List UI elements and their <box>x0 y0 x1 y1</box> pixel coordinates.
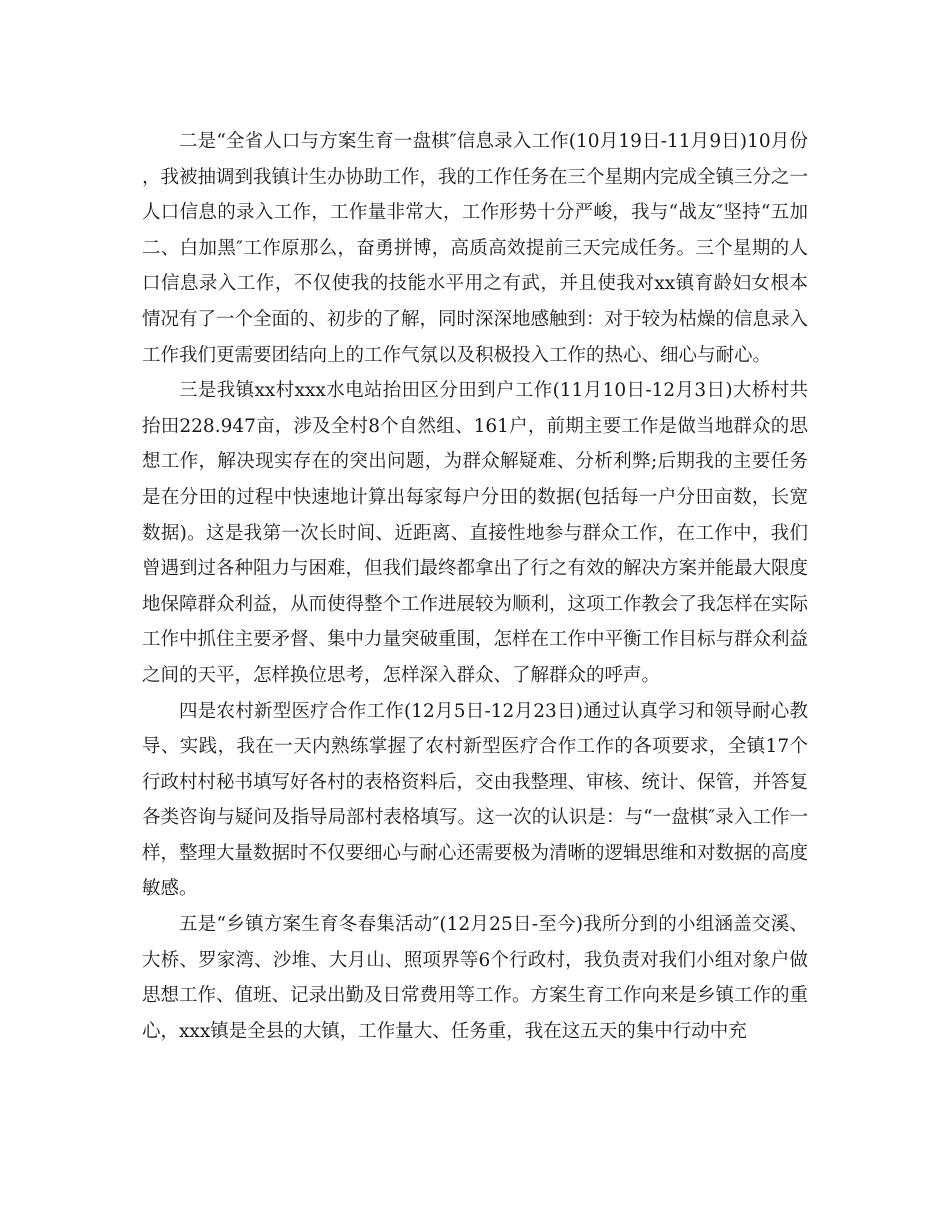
paragraph-family-planning-campaign: 五是“乡镇方案生育冬春集活动″(12月25日-至今)我所分到的小组涵盖交溪、大桥、罗家湾、沙堆、大月山、照项界等6个行政村，我负责对我们小组对象户做思想工作、值班、记录出勤及日常费用等工作。方案生育工作向来是乡镇工作的重心，xxx镇是全县的大镇，工作量大、任务重，我在这五天的集中行动中充 <box>142 914 809 1042</box>
paragraph-rural-medical-cooperation: 四是农村新型医疗合作工作(12月5日-12月23日)通过认真学习和领导耐心教导、实践，我在一天内熟练掌握了农村新型医疗合作工作的各项要求，全镇17个行政村村秘书填写好各村的表格资料后，交由我整理、审核、统计、保管，并答复各类咨询与疑问及指导局部村表格填写。这一次的认识是：与“一盘棋″录入工作一样，整理大量数据时不仅要细心与耐心还需要极为清晰的逻辑思维和对数据的高度敏感。 <box>142 700 809 900</box>
paragraph-land-allocation: 三是我镇xx村xxx水电站抬田区分田到户工作(11月10日-12月3日)大桥村共抬田228.947亩，涉及全村8个自然组、161户，前期主要工作是做当地群众的思想工作，解决现实存在的突出问题，为群众解疑难、分析利弊;后期我的主要任务是在分田的过程中快速地计算出每家每户分田的数据(包括每一户分田亩数，长宽数据)。这是我第一次长时间、近距离、直接性地参与群众工作，在工作中，我们曾遇到过各种阻力与困难，但我们最终都拿出了行之有效的解决方案并能最大限度地保障群众利益，从而使得整个工作进展较为顺利，这项工作教会了我怎样在实际工作中抓住主要矛督、集中力量突破重围，怎样在工作中平衡工作目标与群众利益之间的天平，怎样换位思考，怎样深入群众、了解群众的呼声。 <box>142 380 809 686</box>
document-body <box>142 124 808 1049</box>
paragraph-population-data-entry: 二是“全省人口与方案生育一盘棋″信息录入工作(10月19日-11月9日)10月份，我被抽调到我镇计生办协助工作，我的工作任务在三个星期内完成全镇三分之一人口信息的录入工作，工作量非常大，工作形势十分严峻，我与“战友″坚持“五加二、白加黑″工作原那么，奋勇拼博，高质高效提前三天完成任务。三个星期的人口信息录入工作，不仅使我的技能水平用之有武，并且使我对xx镇育龄妇女根本情况有了一个全面的、初步的了解，同时深深地感触到：对于较为枯燥的信息录入工作我们更需要团结向上的工作气氛以及积极投入工作的热心、细心与耐心。 <box>142 131 809 366</box>
